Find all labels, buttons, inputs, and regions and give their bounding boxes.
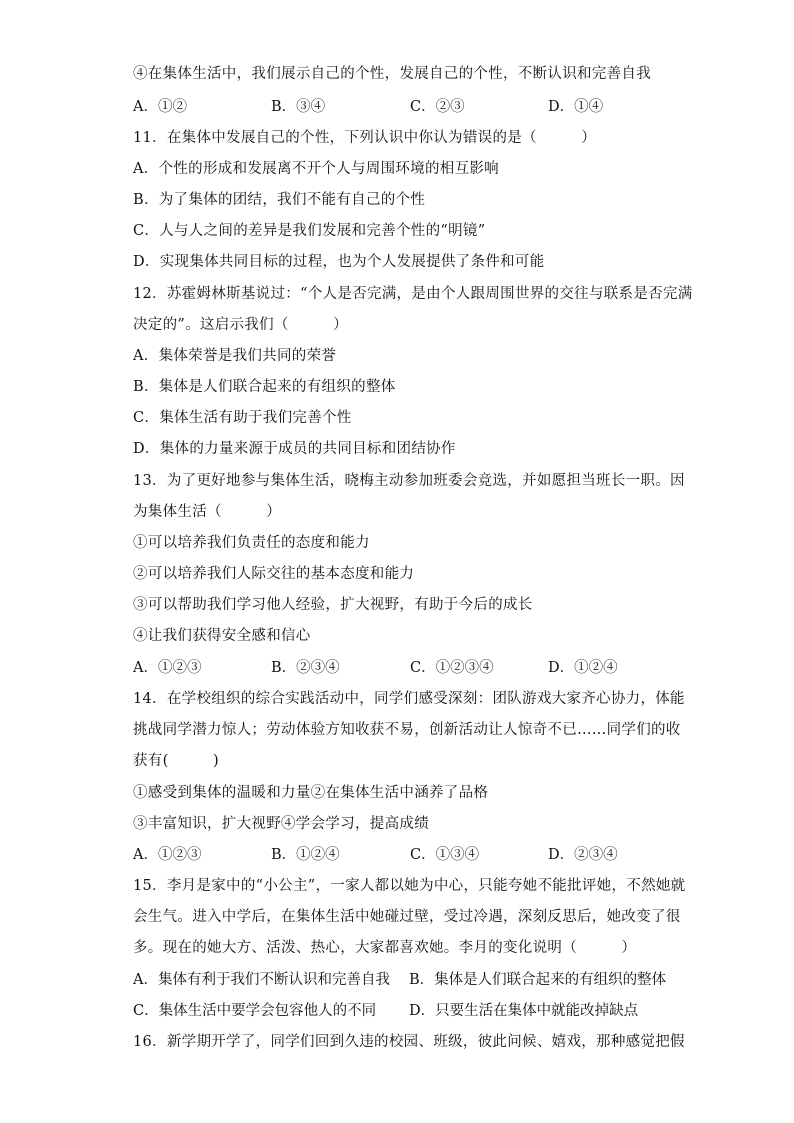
q15-option-a[interactable]: A．集体有利于我们不断认识和完善自我	[133, 972, 390, 988]
q14-stem-line-3: 获有( )	[133, 753, 219, 769]
q10-option-c[interactable]: C．②③	[410, 99, 465, 115]
q15-option-d[interactable]: D．只要生活在集体中就能改掉缺点	[409, 1003, 639, 1019]
q13-option-c[interactable]: C．①②③④	[410, 660, 494, 676]
q13-item-3: ③可以帮助我们学习他人经验，扩大视野，有助于今后的成长	[133, 597, 533, 613]
q12-stem-line-1: 12．苏霍姆林斯基说过：“个人是否完满，是由个人跟周围世界的交往与联系是否完满	[133, 286, 693, 302]
q15-stem-line-3: 多。现在的她大方、活泼、热心，大家都喜欢她。李月的变化说明（ ）	[133, 940, 637, 956]
q12-option-d[interactable]: D．集体的力量来源于成员的共同目标和团结协作	[133, 441, 456, 457]
q15-stem-line-1: 15．李月是家中的“小公主”，一家人都以她为中心，只能夸她不能批评她，不然她就	[133, 878, 686, 894]
q15-option-c[interactable]: C．集体生活中要学会包容他人的不同	[133, 1003, 377, 1019]
q11-stem: 11．在集体中发展自己的个性，下列认识中你认为错误的是（ ）	[133, 130, 597, 146]
q14-option-d[interactable]: D．②③④	[548, 847, 618, 863]
q14-option-a[interactable]: A．①②③	[133, 847, 202, 863]
q13-option-d[interactable]: D．①②④	[548, 660, 618, 676]
q10-item-4: ④在集体生活中，我们展示自己的个性，发展自己的个性，不断认识和完善自我	[133, 66, 651, 82]
q12-stem-line-2: 决定的”。这启示我们（ ）	[133, 317, 348, 333]
q14-option-b[interactable]: B．①②④	[271, 847, 340, 863]
q13-item-2: ②可以培养我们人际交往的基本态度和能力	[133, 566, 415, 582]
q11-option-a[interactable]: A．个性的形成和发展离不开个人与周围环境的相互影响	[133, 161, 499, 177]
q12-option-a[interactable]: A．集体荣誉是我们共同的荣誉	[133, 348, 337, 364]
q13-stem-line-2: 为集体生活（ ）	[133, 504, 281, 520]
q16-stem-line-1: 16．新学期开学了，同学们回到久违的校园、班级，彼此问候、嬉戏，那种感觉把假	[133, 1034, 685, 1050]
q13-item-4: ④让我们获得安全感和信心	[133, 628, 311, 644]
q10-option-a[interactable]: A．①②	[133, 99, 187, 115]
q13-item-1: ①可以培养我们负责任的态度和能力	[133, 535, 370, 551]
q15-option-b[interactable]: B．集体是人们联合起来的有组织的整体	[409, 972, 667, 988]
q11-option-c[interactable]: C．人与人之间的差异是我们发展和完善个性的“明镜”	[133, 223, 486, 239]
q11-option-b[interactable]: B．为了集体的团结，我们不能有自己的个性	[133, 192, 426, 208]
q10-option-b[interactable]: B．③④	[271, 99, 326, 115]
q14-items-line-2: ③丰富知识，扩大视野④学会学习，提高成绩	[133, 816, 429, 832]
q14-stem-line-2: 挑战同学潜力惊人；劳动体验方知收获不易，创新活动让人惊奇不已……同学们的收	[133, 722, 681, 738]
q13-option-a[interactable]: A．①②③	[133, 660, 202, 676]
q14-option-c[interactable]: C．①③④	[410, 847, 480, 863]
q13-stem-line-1: 13．为了更好地参与集体生活，晓梅主动参加班委会竞选，并如愿担当班长一职。因	[133, 473, 685, 489]
q13-option-b[interactable]: B．②③④	[271, 660, 340, 676]
q11-option-d[interactable]: D．实现集体共同目标的过程，也为个人发展提供了条件和可能	[133, 254, 545, 270]
q12-option-b[interactable]: B．集体是人们联合起来的有组织的整体	[133, 379, 396, 395]
q15-stem-line-2: 会生气。进入中学后，在集体生活中她碰过壁，受过冷遇，深刻反思后，她改变了很	[133, 909, 681, 925]
q14-items-line-1: ①感受到集体的温暖和力量②在集体生活中涵养了品格	[133, 785, 489, 801]
q14-stem-line-1: 14．在学校组织的综合实践活动中，同学们感受深刻：团队游戏大家齐心协力，体能	[133, 691, 685, 707]
q12-option-c[interactable]: C．集体生活有助于我们完善个性	[133, 410, 352, 426]
q10-option-d[interactable]: D．①④	[548, 99, 604, 115]
